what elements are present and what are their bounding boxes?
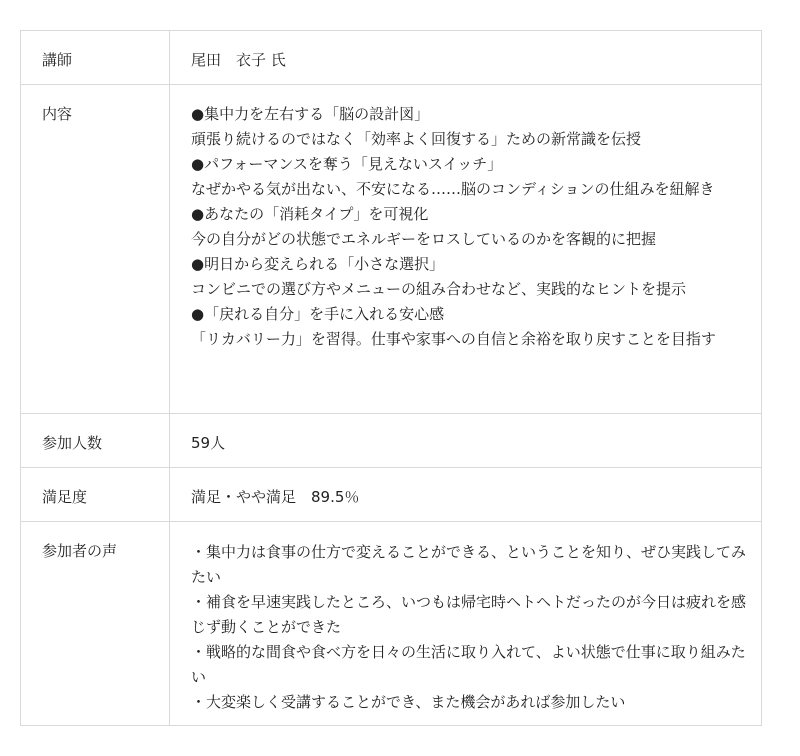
seminar-info-table bbox=[20, 30, 762, 726]
voice-item: ・大変楽しく受講することができ、また機会があれば参加したい bbox=[191, 693, 626, 711]
voices-label: 参加者の声 bbox=[42, 542, 118, 560]
label-cell bbox=[21, 522, 170, 726]
speaker-value: 尾田 衣子 氏 bbox=[191, 51, 286, 69]
table-row-satisfaction bbox=[21, 468, 762, 522]
content-line: 「リカバリー力」を習得。仕事や家事への自信と余裕を取り戻すことを目指す bbox=[191, 330, 716, 348]
label-cell bbox=[21, 468, 170, 522]
value-cell bbox=[170, 31, 762, 85]
content-line: ●明日から変えられる「小さな選択」 bbox=[191, 255, 445, 273]
value-cell bbox=[170, 468, 762, 522]
value-cell bbox=[170, 522, 762, 726]
participants-value: 59人 bbox=[191, 434, 226, 452]
table-row-speaker bbox=[21, 31, 762, 85]
content-line: ●「戻れる自分」を手に入れる安心感 bbox=[191, 305, 445, 323]
value-cell bbox=[170, 414, 762, 468]
value-cell bbox=[170, 85, 762, 414]
table-row-content bbox=[21, 85, 762, 414]
content-line: コンビニでの選び方やメニューの組み合わせなど、実践的なヒントを提示 bbox=[191, 280, 687, 298]
satisfaction-value: 満足・やや満足 89.5％ bbox=[191, 488, 360, 506]
table-row-voices bbox=[21, 522, 762, 726]
satisfaction-label: 満足度 bbox=[42, 488, 88, 506]
voice-item: ・補食を早速実践したところ、いつもは帰宅時ヘトヘトだったのが今日は疲れを感じず動くことができた bbox=[191, 593, 747, 636]
content-line: ●集中力を左右する「脳の設計図」 bbox=[191, 105, 430, 123]
content-line: なぜかやる気が出ない、不安になる……脳のコンディションの仕組みを紐解き bbox=[191, 180, 715, 198]
content-line: ●パフォーマンスを奪う「見えないスイッチ」 bbox=[191, 155, 503, 173]
content-line: 今の自分がどの状態でエネルギーをロスしているのかを客観的に把握 bbox=[191, 230, 657, 248]
speaker-label: 講師 bbox=[42, 51, 73, 69]
content-label: 内容 bbox=[42, 105, 73, 123]
label-cell bbox=[21, 31, 170, 85]
content-line: ●あなたの「消耗タイプ」を可視化 bbox=[191, 205, 429, 223]
label-cell bbox=[21, 85, 170, 414]
content-line: 頑張り続けるのではなく「効率よく回復する」ための新常識を伝授 bbox=[191, 130, 642, 148]
label-cell bbox=[21, 414, 170, 468]
voice-item: ・集中力は食事の仕方で変えることができる、ということを知り、ぜひ実践してみたい bbox=[191, 543, 747, 586]
voice-item: ・戦略的な間食や食べ方を日々の生活に取り入れて、よい状態で仕事に取り組みたい bbox=[191, 643, 746, 686]
table-row-participants bbox=[21, 414, 762, 468]
participants-label: 参加人数 bbox=[42, 434, 103, 452]
